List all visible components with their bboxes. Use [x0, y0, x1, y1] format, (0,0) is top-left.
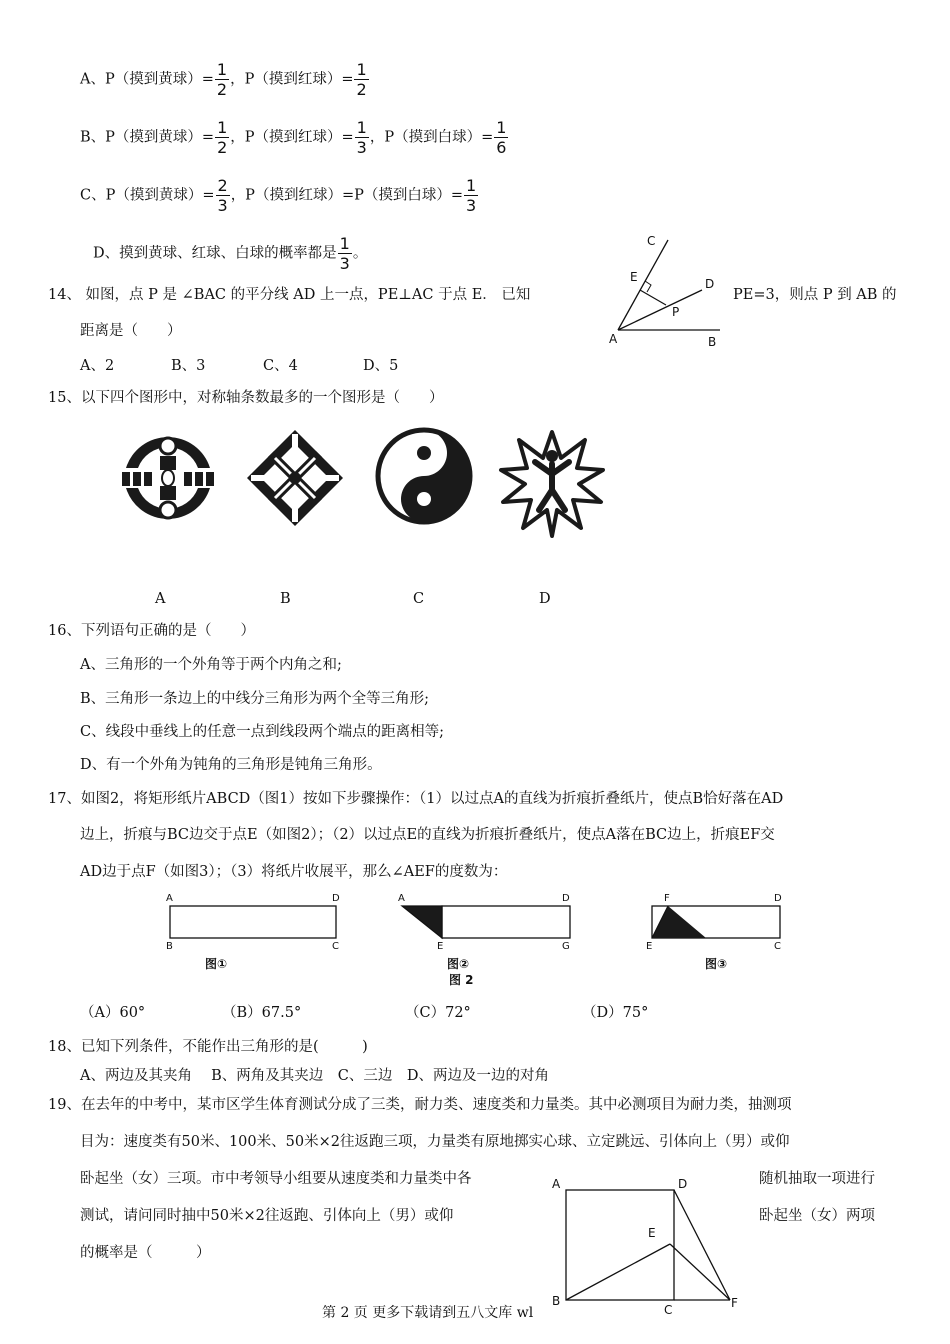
- q19-label-e: E: [648, 1226, 656, 1240]
- page-footer: 第 2 页 更多下载请到五八文库 wl: [322, 1305, 534, 1321]
- q17-option-c: （C）72°: [405, 1005, 471, 1021]
- q15-figure-a: [118, 428, 218, 528]
- q14-stem-line1: 14、 如图，点 P 是 ∠BAC 的平分线 AD 上一点，PE⊥AC 于点 E． 已知: [48, 287, 531, 303]
- q14-stem-line2: 距离是（ ）: [80, 323, 182, 339]
- q19-label-d: D: [678, 1177, 688, 1191]
- q16-stem: 16、下列语句正确的是（ ）: [48, 623, 255, 639]
- fraction: $\frac{1}{2}$: [356, 60, 367, 99]
- q19-line5: 的概率是（ ）: [80, 1245, 211, 1261]
- q19-line1: 19、在去年的中考中，某市区学生体育测试分成了三类，耐力类、速度类和力量类。其中必测项目为耐力类，抽测项: [48, 1097, 792, 1113]
- q16-option-a: A、三角形的一个外角等于两个内角之和;: [80, 657, 342, 673]
- q15-stem: 15、以下四个图形中，对称轴条数最多的一个图形是（ ）: [48, 390, 444, 406]
- q17-fig1-label-a: A: [166, 893, 173, 904]
- q17-figure-1: [168, 904, 338, 940]
- q17-stem-line2: 边上，折痕与BC边交于点E（如图2）；（2）以过点E的直线为折痕折叠纸片，使点A落在BC边上，折痕EF交: [80, 827, 775, 843]
- q19-label-f: F: [731, 1296, 738, 1310]
- q14-label-b: B: [708, 335, 717, 349]
- q17-fig2-label-e: E: [437, 941, 444, 952]
- q16-option-d: D、有一个外角为钝角的三角形是钝角三角形。: [80, 757, 382, 773]
- q19-line2: 目为：速度类有50米、100米、50米×2往返跑三项，力量类有原地掷实心球、立定跳远、引体向上（男）或仰: [80, 1134, 790, 1150]
- q17-fig3-label-f: F: [664, 893, 670, 904]
- q19-label-a: A: [552, 1177, 561, 1191]
- q17-fig2-label-g: G: [562, 941, 570, 952]
- q16-option-c: C、线段中垂线上的任意一点到线段两个端点的距离相等;: [80, 724, 444, 740]
- fraction: $\frac{1}{3}$: [339, 234, 350, 273]
- q13-option-c: C、P（摸到黄球）= $\frac{2}{3}$ ，P（摸到红球）=P（摸到白球）= $\frac{1}{3}$: [80, 176, 477, 215]
- q17-option-b: （B）67.5°: [222, 1005, 302, 1021]
- q17-fig3-label-e: E: [646, 941, 653, 952]
- q17-fig2-label-a: A: [398, 893, 405, 904]
- q15-label-a: A: [155, 591, 166, 607]
- fraction: $\frac{1}{2}$: [216, 60, 228, 99]
- q15-label-c: C: [413, 591, 425, 607]
- q19-line3b: 随机抽取一项进行: [759, 1171, 875, 1187]
- q15-figure-c: [374, 426, 474, 526]
- fraction: $\frac{1}{3}$: [356, 118, 367, 157]
- q15-figure-b: [245, 428, 345, 528]
- q14-angle-figure: [600, 232, 730, 352]
- q13-option-b: B、P（摸到黄球）= $\frac{1}{2}$ ，P（摸到红球）= $\frac{1}{3}$ ，P（摸到白球）= $\frac{1}{6}$: [80, 118, 507, 157]
- fraction: $\frac{2}{3}$: [217, 176, 228, 215]
- q17-figure-2: [400, 904, 572, 940]
- q17-stem-line1: 17、如图2，将矩形纸片ABCD（图1）按如下步骤操作：（1）以过点A的直线为折痕折叠纸片，使点B恰好落在AD: [48, 791, 784, 807]
- q14-label-p: P: [672, 305, 680, 319]
- q14-label-c: C: [647, 234, 656, 248]
- fraction: $\frac{1}{6}$: [496, 118, 507, 157]
- q14-option-c: C、4: [263, 358, 298, 374]
- q14-option-a: A、2: [80, 358, 115, 374]
- q17-figure-3: [650, 904, 782, 940]
- q17-figure-group-caption: 图 2: [449, 973, 474, 987]
- q19-line4b: 卧起坐（女）两项: [759, 1208, 875, 1224]
- q15-figure-d: [497, 428, 607, 538]
- fraction: $\frac{1}{2}$: [217, 118, 228, 157]
- q17-fig1-caption: 图①: [205, 957, 228, 971]
- fraction: $\frac{1}{3}$: [466, 176, 477, 215]
- q14-label-d: D: [705, 277, 715, 291]
- q17-option-a: （A）60°: [80, 1005, 146, 1021]
- q19-line4a: 测试，请问同时抽中50米×2往返跑、引体向上（男）或仰: [80, 1208, 454, 1224]
- q14-stem-line1b: PE=3，则点 P 到 AB 的: [733, 287, 897, 303]
- q17-fig1-label-d: D: [332, 893, 340, 904]
- q18-options: A、两边及其夹角 B、两角及其夹边 C、三边 D、两边及一边的对角: [80, 1068, 549, 1084]
- q19-label-c: C: [664, 1303, 673, 1317]
- q14-option-d: D、5: [363, 358, 399, 374]
- q15-label-b: B: [280, 591, 291, 607]
- q17-fig3-label-d: D: [774, 893, 782, 904]
- q17-fig3-caption: 图③: [705, 957, 728, 971]
- q17-fig1-label-b: B: [166, 941, 173, 952]
- q13-option-a: A、P（摸到黄球）= $\frac{1}{2}$ ，P（摸到红球）= $\frac{1}{2}$: [80, 60, 367, 99]
- q15-label-d: D: [539, 591, 551, 607]
- q17-fig3-label-c: C: [774, 941, 781, 952]
- q14-label-a: A: [609, 332, 618, 346]
- q17-fig2-label-d: D: [562, 893, 570, 904]
- q14-option-b: B、3: [171, 358, 206, 374]
- q19-label-b: B: [552, 1294, 561, 1308]
- q13-option-d: D、摸到黄球、红球、白球的概率都是 $\frac{1}{3}$ 。: [93, 234, 368, 273]
- q18-stem: 18、已知下列条件，不能作出三角形的是( ): [48, 1039, 368, 1055]
- q19-square-figure: [560, 1180, 750, 1305]
- q17-fig2-caption: 图②: [447, 957, 470, 971]
- q17-stem-line3: AD边于点F（如图3）；（3）将纸片收展平，那么∠AEF的度数为：: [80, 864, 508, 880]
- q16-option-b: B、三角形一条边上的中线分三角形为两个全等三角形;: [80, 691, 430, 707]
- q14-label-e: E: [630, 270, 638, 284]
- q17-fig1-label-c: C: [332, 941, 339, 952]
- q17-option-d: （D）75°: [582, 1005, 649, 1021]
- q19-line3a: 卧起坐（女）三项。市中考领导小组要从速度类和力量类中各: [80, 1171, 472, 1187]
